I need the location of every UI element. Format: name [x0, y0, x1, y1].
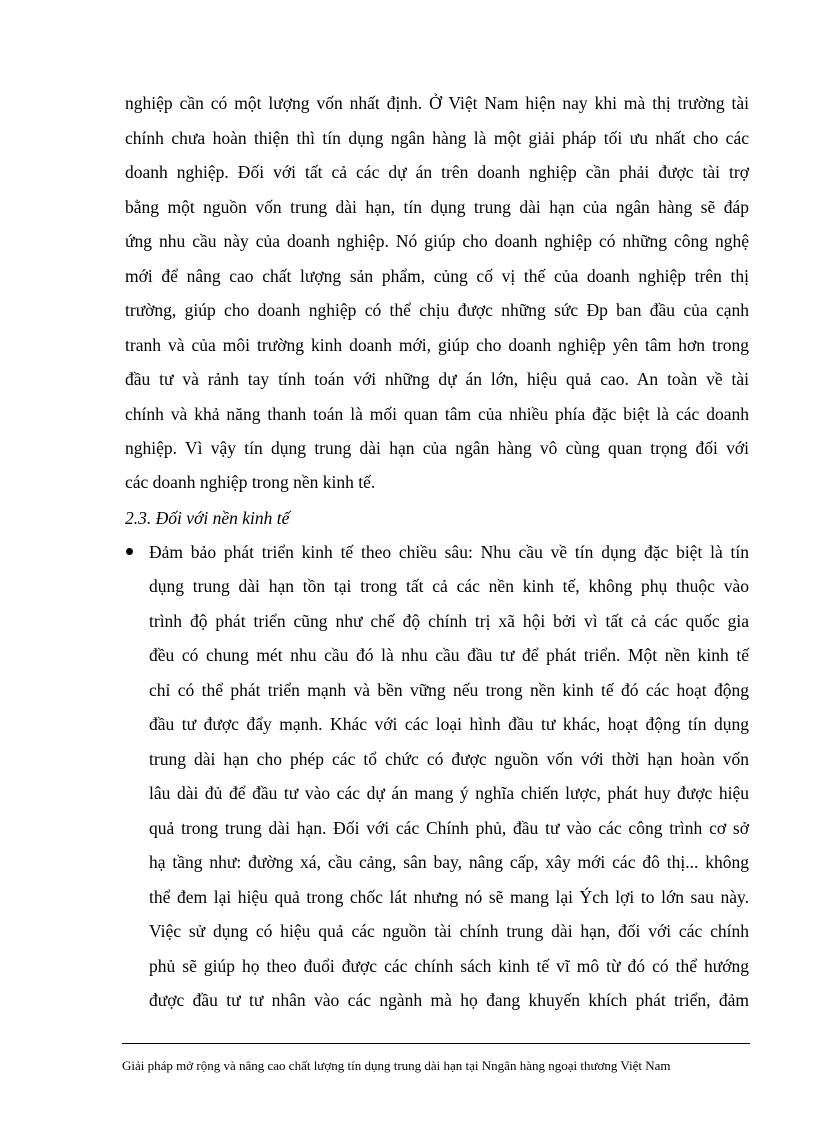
bullet-line: chỉ có thể phát triển mạnh và bền vững nếu trong nền kinh tế đó các hoạt động [149, 680, 749, 700]
body-line: các doanh nghiệp trong nền kinh tế. [125, 472, 376, 492]
body-line: bằng một nguồn vốn trung dài hạn, tín dụng trung dài hạn của ngân hàng sẽ đáp [125, 197, 749, 217]
bullet-line: được đầu tư tư nhân vào các ngành mà họ đang khuyến khích phát triển, đảm [149, 990, 749, 1010]
body-line: doanh nghiệp. Đối với tất cả các dự án trên doanh nghiệp cần phải được tài trợ [125, 162, 749, 182]
bullet-line: thể đem lại hiệu quả trong chốc lát nhưng nó sẽ mang lại Ých lợi to lớn sau này. [149, 887, 749, 907]
bullet-icon [126, 548, 133, 555]
bullet-line: đều có chung mét nhu cầu đó là nhu cầu đầu tư để phát triển. Một nền kinh tế [149, 645, 749, 665]
body-line: nghiệp cần có một lượng vốn nhất định. Ở Việt Nam hiện nay khi mà thị trường tài [125, 93, 749, 113]
body-line: trường, giúp cho doanh nghiệp có thể chịu được những sức Ðp ban đầu của cạnh [125, 300, 749, 320]
bullet-line: đầu tư được đẩy mạnh. Khác với các loại hình đầu tư khác, hoạt động tín dụng [149, 714, 749, 734]
bullet-line: trung dài hạn cho phép các tổ chức có được nguồn vốn với thời hạn hoàn vốn [149, 749, 749, 769]
footer-divider [122, 1043, 750, 1044]
body-line: nghiệp. Vì vậy tín dụng trung dài hạn của ngân hàng vô cùng quan trọng đối với [125, 438, 749, 458]
bullet-line: quả trong trung dài hạn. Đối với các Chính phủ, đầu tư vào các công trình cơ sở [149, 818, 749, 838]
bullet-line: dụng trung dài hạn tồn tại trong tất cả các nền kinh tế, không phụ thuộc vào [149, 576, 749, 596]
bullet-line: lâu dài đủ để đầu tư vào các dự án mang ý nghĩa chiến lược, phát huy được hiệu [149, 783, 749, 803]
body-line: chính chưa hoàn thiện thì tín dụng ngân hàng là một giải pháp tối ưu nhất cho các [125, 128, 749, 148]
bullet-line: trình độ phát triển cũng như chế độ chính trị xã hội bởi vì tất cả các quốc gia [149, 611, 749, 631]
bullet-line: phủ sẽ giúp họ theo đuổi được các chính sách kinh tế vĩ mô từ đó có thể hướng [149, 956, 749, 976]
body-line: chính và khả năng thanh toán là mối quan tâm của nhiều phía đặc biệt là các doanh [125, 404, 749, 424]
bullet-line: hạ tầng như: đường xá, cầu cảng, sân bay, nâng cấp, xây mới các đô thị... không [149, 852, 749, 872]
body-line: tranh và của môi trường kinh doanh mới, giúp cho doanh nghiệp yên tâm hơn trong [125, 335, 749, 355]
page-footer: Giải pháp mở rộng và nâng cao chất lượng tín dụng trung dài hạn tại Nngân hàng ngoại thương Việt Nam [122, 1058, 671, 1073]
bullet-line: Đảm bảo phát triển kinh tế theo chiều sâu: Nhu cầu về tín dụng đặc biệt là tín [149, 542, 749, 562]
body-line: ứng nhu cầu này của doanh nghiệp. Nó giúp cho doanh nghiệp có những công nghệ [125, 231, 749, 251]
body-line: mới để nâng cao chất lượng sản phẩm, củng cố vị thế của doanh nghiệp trên thị [125, 266, 749, 286]
bullet-line: Việc sử dụng có hiệu quả các nguồn tài chính trung dài hạn, đối với các chính [149, 921, 749, 941]
section-heading: 2.3. Đối với nền kinh tế [125, 508, 290, 528]
body-line: đầu tư và rảnh tay tính toán với những dự án lớn, hiệu quả cao. An toàn về tài [125, 369, 749, 389]
